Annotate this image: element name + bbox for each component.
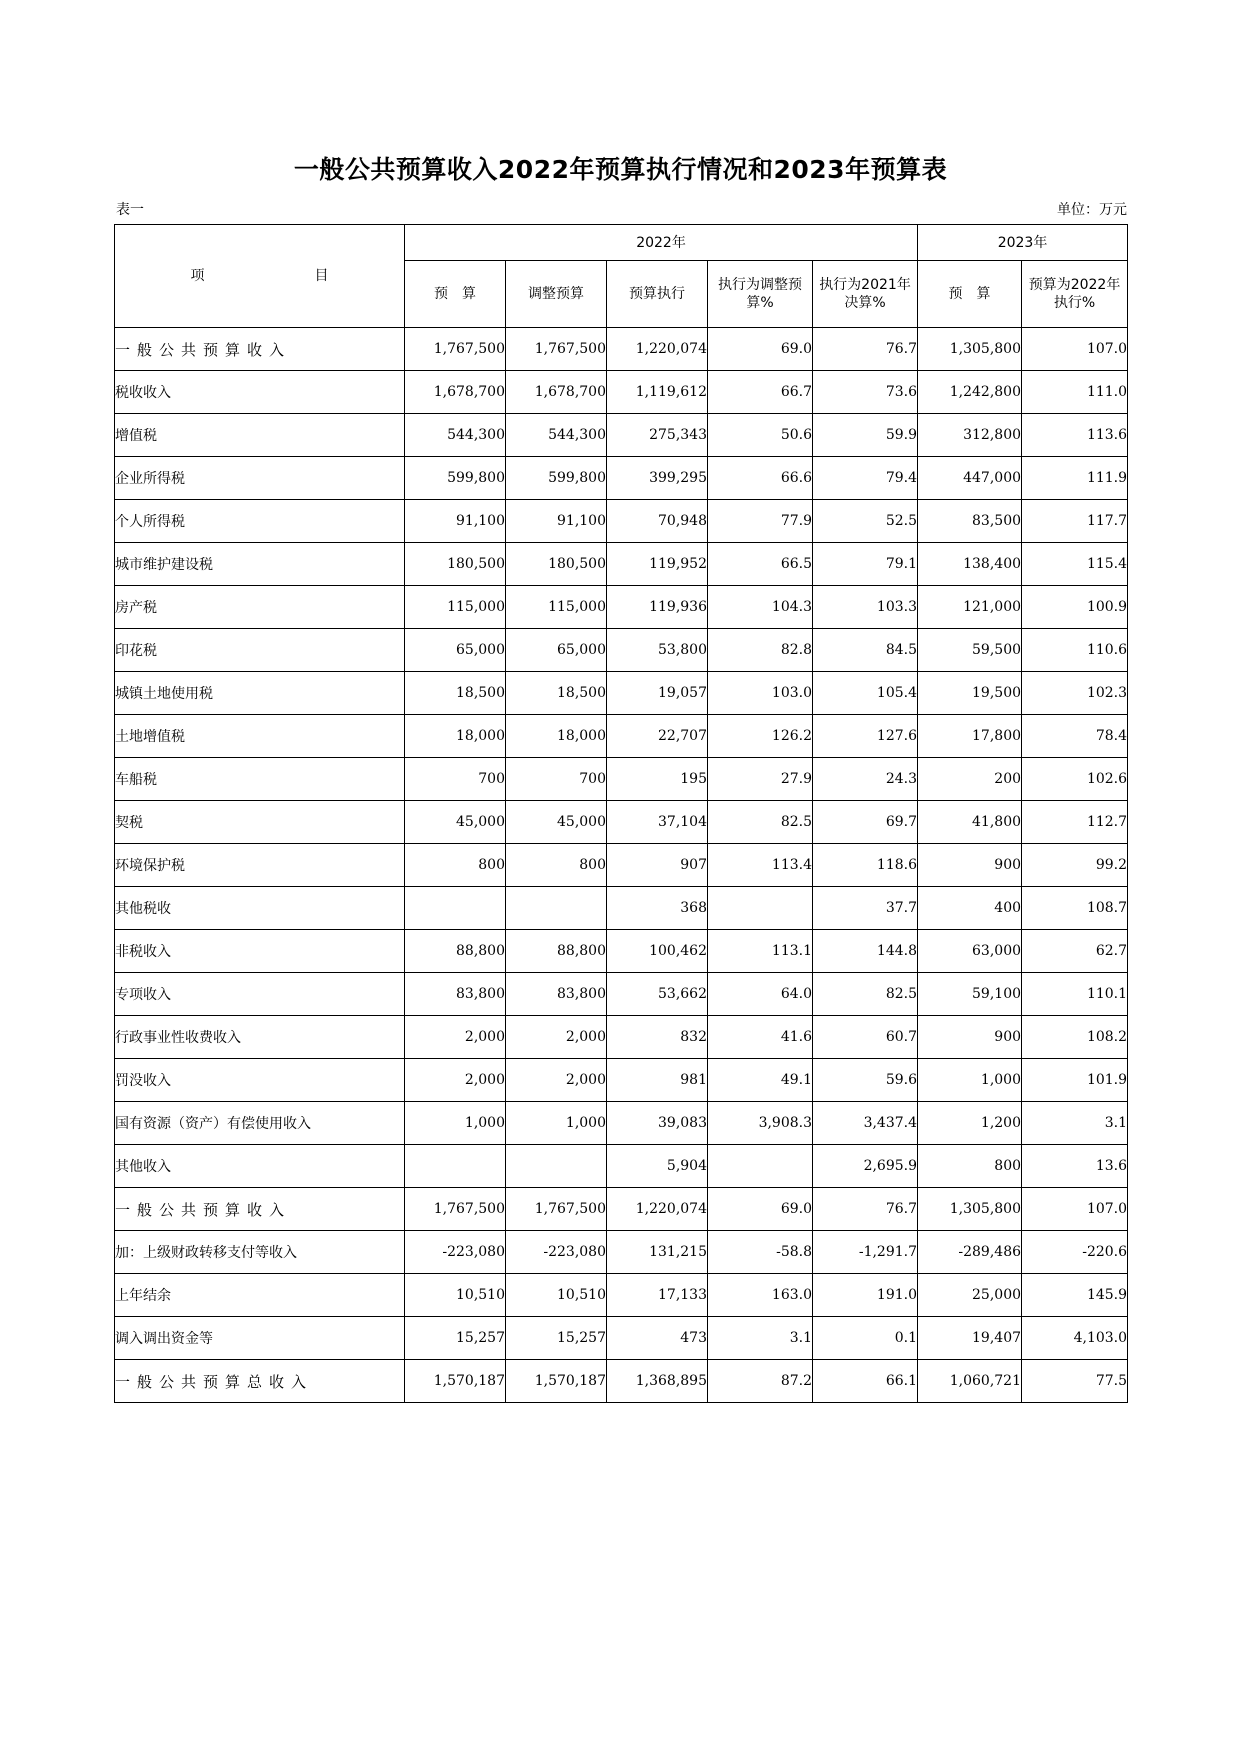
table-row	[115, 715, 1128, 758]
row-value: 110.1	[1022, 973, 1128, 1016]
row-value: 163.0	[708, 1274, 813, 1317]
row-value: 37.7	[813, 887, 918, 930]
row-label: 非税收入	[115, 930, 405, 973]
row-value: 1,000	[506, 1102, 607, 1145]
row-value: 2,695.9	[813, 1145, 918, 1188]
row-value: 27.9	[708, 758, 813, 801]
row-value: 60.7	[813, 1016, 918, 1059]
row-label: 环境保护税	[115, 844, 405, 887]
row-value: 88,800	[405, 930, 506, 973]
row-value: 1,060,721	[918, 1360, 1022, 1403]
row-value	[506, 1145, 607, 1188]
table-body	[115, 328, 1128, 1403]
row-value: 1,000	[918, 1059, 1022, 1102]
row-value: 66.1	[813, 1360, 918, 1403]
row-label: 企业所得税	[115, 457, 405, 500]
row-value: 66.6	[708, 457, 813, 500]
row-value: 1,119,612	[607, 371, 708, 414]
table-row	[115, 758, 1128, 801]
row-value: 2,000	[506, 1016, 607, 1059]
row-value: 79.4	[813, 457, 918, 500]
row-value: 78.4	[1022, 715, 1128, 758]
table-row	[115, 973, 1128, 1016]
row-value: 15,257	[506, 1317, 607, 1360]
row-value: 19,500	[918, 672, 1022, 715]
table-row	[115, 1317, 1128, 1360]
row-value: 981	[607, 1059, 708, 1102]
row-value: 18,000	[405, 715, 506, 758]
row-value: 105.4	[813, 672, 918, 715]
table-row	[115, 930, 1128, 973]
row-value: 111.9	[1022, 457, 1128, 500]
row-value: 127.6	[813, 715, 918, 758]
row-value: 1,000	[405, 1102, 506, 1145]
row-value: 115,000	[405, 586, 506, 629]
row-value: 180,500	[405, 543, 506, 586]
row-value: 131,215	[607, 1231, 708, 1274]
row-value: 900	[918, 844, 1022, 887]
row-value: 110.6	[1022, 629, 1128, 672]
row-value: 24.3	[813, 758, 918, 801]
row-value: 3,908.3	[708, 1102, 813, 1145]
row-value: 17,133	[607, 1274, 708, 1317]
header-budget-2023: 预 算	[918, 261, 1022, 328]
table-row	[115, 328, 1128, 371]
row-value: 2,000	[405, 1016, 506, 1059]
row-value: 1,767,500	[506, 328, 607, 371]
row-value: 191.0	[813, 1274, 918, 1317]
row-value: 1,305,800	[918, 328, 1022, 371]
row-value: 13.6	[1022, 1145, 1128, 1188]
header-budget-vs-2022: 预算为2022年执行%	[1022, 261, 1128, 328]
table-row	[115, 543, 1128, 586]
row-value: 91,100	[506, 500, 607, 543]
row-label: 其他税收	[115, 887, 405, 930]
row-value: 102.6	[1022, 758, 1128, 801]
row-value: 108.2	[1022, 1016, 1128, 1059]
row-value: 41,800	[918, 801, 1022, 844]
row-value: 599,800	[405, 457, 506, 500]
row-value: 195	[607, 758, 708, 801]
row-value: 100,462	[607, 930, 708, 973]
table-row	[115, 887, 1128, 930]
row-value: 119,952	[607, 543, 708, 586]
table-row	[115, 457, 1128, 500]
row-value: 144.8	[813, 930, 918, 973]
row-value: 76.7	[813, 1188, 918, 1231]
table-row	[115, 801, 1128, 844]
row-value: 113.6	[1022, 414, 1128, 457]
row-label: 国有资源（资产）有偿使用收入	[115, 1102, 405, 1145]
row-value: 87.2	[708, 1360, 813, 1403]
row-label: 个人所得税	[115, 500, 405, 543]
row-value: 117.7	[1022, 500, 1128, 543]
row-value: 45,000	[506, 801, 607, 844]
row-value: 113.4	[708, 844, 813, 887]
row-label: 上年结余	[115, 1274, 405, 1317]
row-value: 800	[506, 844, 607, 887]
row-value: 3.1	[1022, 1102, 1128, 1145]
row-value: 100.9	[1022, 586, 1128, 629]
row-label: 行政事业性收费收入	[115, 1016, 405, 1059]
row-value: 10,510	[405, 1274, 506, 1317]
row-value: 1,570,187	[405, 1360, 506, 1403]
row-value: 1,305,800	[918, 1188, 1022, 1231]
row-value: 0.1	[813, 1317, 918, 1360]
header-group-2022: 2022年	[405, 225, 918, 261]
row-value: 1,368,895	[607, 1360, 708, 1403]
row-value: 447,000	[918, 457, 1022, 500]
row-value: 45,000	[405, 801, 506, 844]
row-value: 83,800	[405, 973, 506, 1016]
header-execution: 预算执行	[607, 261, 708, 328]
row-value: 1,200	[918, 1102, 1022, 1145]
row-value: 22,707	[607, 715, 708, 758]
row-value: 399,295	[607, 457, 708, 500]
row-value: 64.0	[708, 973, 813, 1016]
row-value: 76.7	[813, 328, 918, 371]
row-value: 700	[405, 758, 506, 801]
row-label: 房产税	[115, 586, 405, 629]
row-value: 3,437.4	[813, 1102, 918, 1145]
table-row	[115, 1145, 1128, 1188]
row-value: 69.0	[708, 1188, 813, 1231]
row-value: 70,948	[607, 500, 708, 543]
header-item-a: 项	[190, 268, 205, 284]
row-value: 312,800	[918, 414, 1022, 457]
row-value: 59.6	[813, 1059, 918, 1102]
header-budget-2022: 预 算	[405, 261, 506, 328]
row-value	[405, 1145, 506, 1188]
row-value: 39,083	[607, 1102, 708, 1145]
row-value: 91,100	[405, 500, 506, 543]
row-value: 62.7	[1022, 930, 1128, 973]
table-row	[115, 1102, 1128, 1145]
row-value: 119,936	[607, 586, 708, 629]
table-row	[115, 1188, 1128, 1231]
header-item	[115, 225, 405, 328]
row-label: 专项收入	[115, 973, 405, 1016]
table-row	[115, 500, 1128, 543]
row-value	[708, 1145, 813, 1188]
row-value: 103.0	[708, 672, 813, 715]
row-value: 118.6	[813, 844, 918, 887]
row-value: 800	[918, 1145, 1022, 1188]
row-value: 102.3	[1022, 672, 1128, 715]
row-value: 77.5	[1022, 1360, 1128, 1403]
row-label: 城镇土地使用税	[115, 672, 405, 715]
table-number: 表一	[116, 202, 144, 218]
row-value: 200	[918, 758, 1022, 801]
table-header	[115, 225, 1128, 328]
row-value: 700	[506, 758, 607, 801]
row-label: 调入调出资金等	[115, 1317, 405, 1360]
row-value: 180,500	[506, 543, 607, 586]
row-value: 907	[607, 844, 708, 887]
row-value: 104.3	[708, 586, 813, 629]
row-label: 一般公共预算收入	[115, 328, 405, 371]
row-value: 832	[607, 1016, 708, 1059]
row-value: 82.5	[813, 973, 918, 1016]
row-value: 900	[918, 1016, 1022, 1059]
row-value: 1,767,500	[405, 1188, 506, 1231]
row-value: 2,000	[405, 1059, 506, 1102]
table-row	[115, 1360, 1128, 1403]
unit-label: 单位：万元	[1057, 202, 1127, 218]
row-value: 1,242,800	[918, 371, 1022, 414]
row-value: 108.7	[1022, 887, 1128, 930]
row-value: 544,300	[506, 414, 607, 457]
budget-table	[114, 224, 1128, 1403]
row-value: 126.2	[708, 715, 813, 758]
row-value: -58.8	[708, 1231, 813, 1274]
row-value: 59.9	[813, 414, 918, 457]
row-value: 599,800	[506, 457, 607, 500]
table-row	[115, 414, 1128, 457]
row-label: 印花税	[115, 629, 405, 672]
row-label: 一般公共预算总收入	[115, 1360, 405, 1403]
row-value: 83,500	[918, 500, 1022, 543]
row-label: 土地增值税	[115, 715, 405, 758]
table-row	[115, 586, 1128, 629]
row-value	[708, 887, 813, 930]
row-value: 19,057	[607, 672, 708, 715]
row-value: 66.7	[708, 371, 813, 414]
row-label: 加：上级财政转移支付等收入	[115, 1231, 405, 1274]
row-value: -289,486	[918, 1231, 1022, 1274]
row-value	[506, 887, 607, 930]
header-adjusted-budget: 调整预算	[506, 261, 607, 328]
row-value: 5,904	[607, 1145, 708, 1188]
row-value: 121,000	[918, 586, 1022, 629]
row-value: 800	[405, 844, 506, 887]
row-value: 111.0	[1022, 371, 1128, 414]
row-value: 82.8	[708, 629, 813, 672]
row-value: 1,767,500	[506, 1188, 607, 1231]
row-value: -223,080	[506, 1231, 607, 1274]
row-value: 18,000	[506, 715, 607, 758]
row-value: 1,220,074	[607, 328, 708, 371]
header-exec-vs-adjusted: 执行为调整预算%	[708, 261, 813, 328]
row-value: 10,510	[506, 1274, 607, 1317]
row-value: 19,407	[918, 1317, 1022, 1360]
row-value: 66.5	[708, 543, 813, 586]
row-value: 544,300	[405, 414, 506, 457]
row-value: 368	[607, 887, 708, 930]
row-value: -220.6	[1022, 1231, 1128, 1274]
row-label: 城市维护建设税	[115, 543, 405, 586]
row-value: 112.7	[1022, 801, 1128, 844]
table-row	[115, 844, 1128, 887]
table-row	[115, 1231, 1128, 1274]
row-value: 77.9	[708, 500, 813, 543]
row-label: 增值税	[115, 414, 405, 457]
table-row	[115, 371, 1128, 414]
row-value: 50.6	[708, 414, 813, 457]
row-value: -1,291.7	[813, 1231, 918, 1274]
row-label: 车船税	[115, 758, 405, 801]
row-value: 65,000	[506, 629, 607, 672]
header-item-b: 目	[314, 268, 329, 284]
row-value: 3.1	[708, 1317, 813, 1360]
row-value: 63,000	[918, 930, 1022, 973]
table-row	[115, 672, 1128, 715]
row-value: 73.6	[813, 371, 918, 414]
row-value: 17,800	[918, 715, 1022, 758]
row-value: 53,662	[607, 973, 708, 1016]
header-exec-vs-2021: 执行为2021年决算%	[813, 261, 918, 328]
row-value: 82.5	[708, 801, 813, 844]
row-value: 25,000	[918, 1274, 1022, 1317]
row-value: 69.7	[813, 801, 918, 844]
row-value: 145.9	[1022, 1274, 1128, 1317]
row-value: 2,000	[506, 1059, 607, 1102]
row-label: 罚没收入	[115, 1059, 405, 1102]
table-row	[115, 1274, 1128, 1317]
row-value: 115,000	[506, 586, 607, 629]
row-value: 18,500	[405, 672, 506, 715]
row-value: 275,343	[607, 414, 708, 457]
row-value: 473	[607, 1317, 708, 1360]
row-value: 37,104	[607, 801, 708, 844]
row-value: 53,800	[607, 629, 708, 672]
row-value: 69.0	[708, 328, 813, 371]
row-value	[405, 887, 506, 930]
row-value: 59,100	[918, 973, 1022, 1016]
row-value: 1,678,700	[506, 371, 607, 414]
row-value: 88,800	[506, 930, 607, 973]
row-value: 115.4	[1022, 543, 1128, 586]
row-value: 41.6	[708, 1016, 813, 1059]
row-value: 103.3	[813, 586, 918, 629]
row-value: 107.0	[1022, 328, 1128, 371]
row-value: 18,500	[506, 672, 607, 715]
row-value: 1,220,074	[607, 1188, 708, 1231]
row-value: 138,400	[918, 543, 1022, 586]
row-value: 79.1	[813, 543, 918, 586]
row-value: 400	[918, 887, 1022, 930]
row-value: 1,570,187	[506, 1360, 607, 1403]
table-row	[115, 1059, 1128, 1102]
row-value: 83,800	[506, 973, 607, 1016]
row-label: 契税	[115, 801, 405, 844]
row-label: 一般公共预算收入	[115, 1188, 405, 1231]
row-value: 1,767,500	[405, 328, 506, 371]
table-row	[115, 1016, 1128, 1059]
row-value: 101.9	[1022, 1059, 1128, 1102]
table-row	[115, 629, 1128, 672]
row-label: 其他收入	[115, 1145, 405, 1188]
row-value: 59,500	[918, 629, 1022, 672]
row-value: 1,678,700	[405, 371, 506, 414]
row-value: 52.5	[813, 500, 918, 543]
row-value: 113.1	[708, 930, 813, 973]
row-value: -223,080	[405, 1231, 506, 1274]
row-value: 107.0	[1022, 1188, 1128, 1231]
page-title: 一般公共预算收入2022年预算执行情况和2023年预算表	[293, 155, 948, 184]
row-value: 99.2	[1022, 844, 1128, 887]
row-value: 65,000	[405, 629, 506, 672]
row-value: 4,103.0	[1022, 1317, 1128, 1360]
row-value: 49.1	[708, 1059, 813, 1102]
row-value: 15,257	[405, 1317, 506, 1360]
header-group-2023: 2023年	[918, 225, 1128, 261]
row-value: 84.5	[813, 629, 918, 672]
row-label: 税收收入	[115, 371, 405, 414]
